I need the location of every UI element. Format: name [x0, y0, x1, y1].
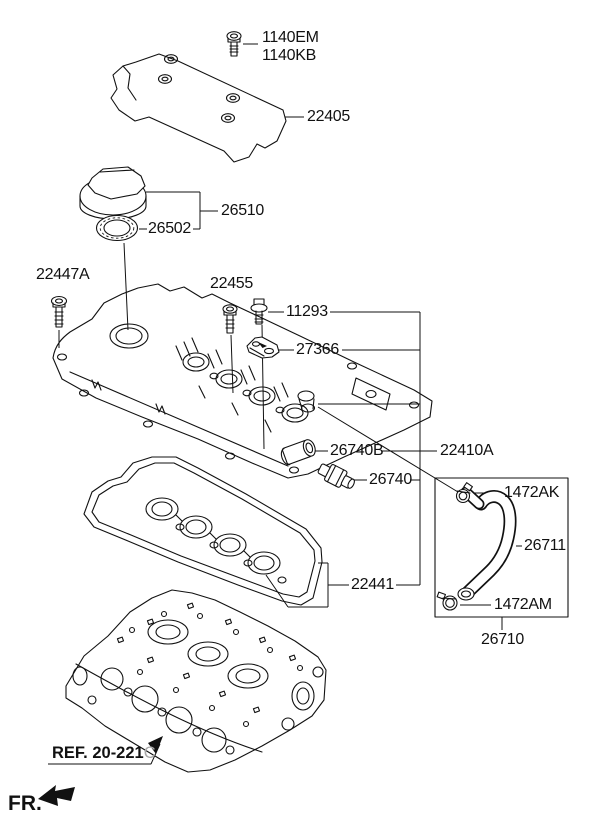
front-direction-arrow-icon [38, 785, 75, 806]
part-label-22405: 22405 [307, 108, 350, 125]
part-label-1140kb: 1140KB [262, 47, 316, 64]
part-label-1140em: 1140EM [262, 29, 319, 46]
clamp-1472am-drawing [437, 592, 457, 610]
part-label-1472ak: 1472AK [504, 484, 560, 501]
part-label-11293: 11293 [286, 303, 328, 320]
part-label-26710: 26710 [481, 631, 524, 648]
bolt-22455-drawing [223, 305, 237, 333]
part-label-26740: 26740 [369, 471, 412, 488]
front-direction-label: FR. [8, 792, 42, 815]
cap-gasket-drawing [97, 216, 138, 241]
nipple-26740b-drawing [279, 438, 317, 466]
cover-plate-drawing [111, 54, 286, 162]
part-label-22447a: 22447A [36, 266, 90, 283]
part-label-1472am: 1472AM [494, 596, 552, 613]
ref-section-suffix: C [143, 744, 156, 762]
part-label-26502: 26502 [148, 220, 191, 237]
part-label-22455: 22455 [210, 275, 253, 292]
breather-hose-drawing [458, 492, 510, 600]
part-label-26711: 26711 [524, 537, 566, 554]
gasket-drawing [84, 457, 322, 605]
oil-cap-drawing [80, 167, 146, 219]
bolt-1140-drawing [227, 32, 241, 56]
pcv-valve-26740-drawing [316, 460, 358, 493]
part-label-22441: 22441 [351, 576, 394, 593]
part-label-22410a: 22410A [440, 442, 494, 459]
ref-section-text: REF. 20-221 [52, 744, 144, 762]
bolt-22447a-drawing [52, 297, 67, 328]
part-label-27366: 27366 [296, 341, 339, 358]
part-label-26740b: 26740B [330, 442, 384, 459]
ref-section-link[interactable] [52, 744, 156, 762]
bracket-27366-drawing [247, 337, 279, 358]
bolt-11293-drawing [251, 299, 267, 324]
part-label-26510: 26510 [221, 202, 264, 219]
leader-lines [48, 44, 522, 764]
